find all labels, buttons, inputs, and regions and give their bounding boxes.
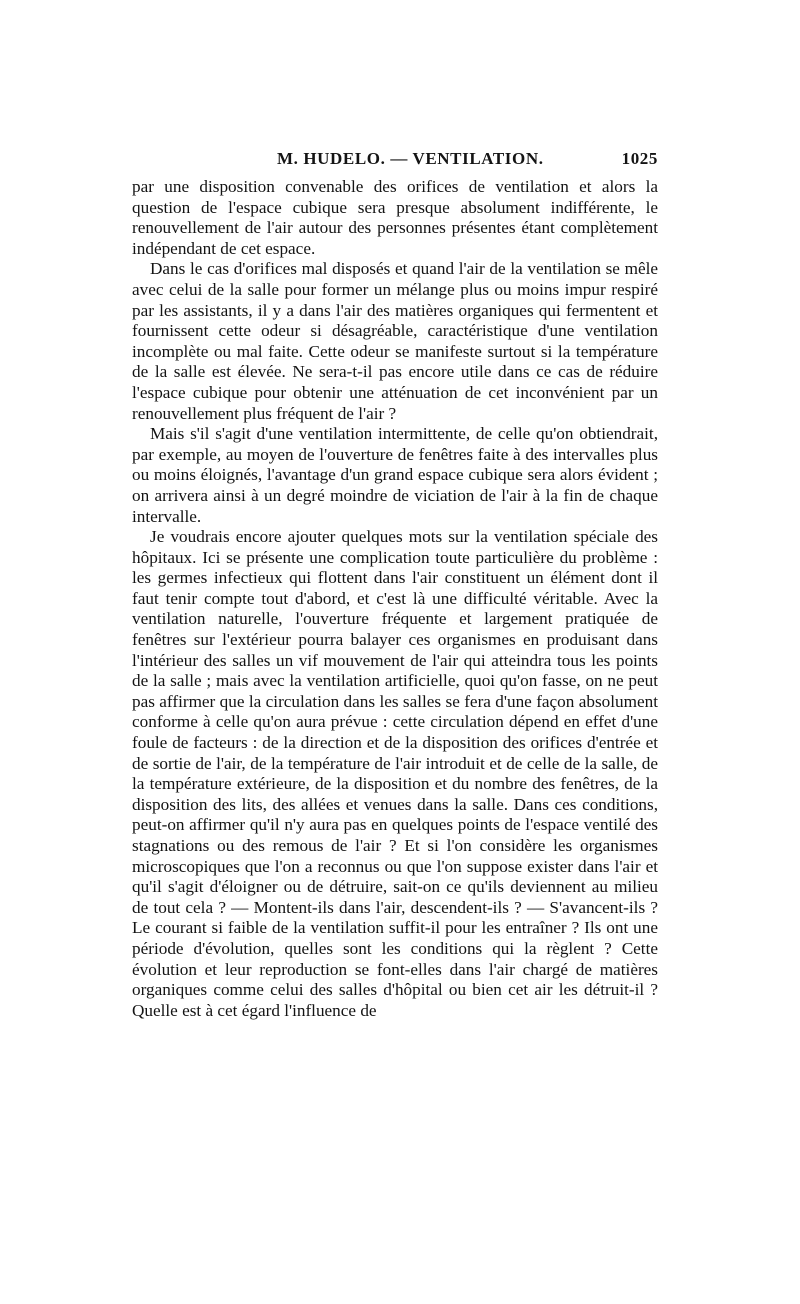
paragraph-4: Je voudrais encore ajouter quelques mots sur la ventilation spéciale des hôpitaux. Ici se présente une complication toute particulière du problème : les germes infectieux qui flottent dans l'air constituent un élément dont il faut tenir compte tout d'abord, et c'est là une difficulté véritable. Avec la ventilation naturelle, l'ouverture fréquente et largement pratiquée de fenêtres sur l'extérieur pourra balayer ces organismes en produisant dans l'intérieur des salles un vif mouvement de l'air qui atteindra tous les points de la salle ; mais avec la ventilation artificielle, quoi qu'on fasse, on ne peut pas affirmer que la circulation dans les salles se fera d'une façon absolument conforme à celle qu'on aura prévue : cette circulation dépend en effet d'une foule de facteurs : de la direction et de la disposition des orifices d'entrée et de sortie de l'air, de la température de l'air introduit et de celle de la salle, de la température extérieure, de la disposition et du nombre des fenêtres, de la disposition des lits, des allées et venues dans la salle. Dans ces conditions, peut-on affirmer qu'il n'y aura pas en quelques points de l'espace ventilé des stagnations ou des remous de l'air ? Et si l'on considère les organismes microscopiques que l'on a reconnus ou que l'on suppose exister dans l'air et qu'il s'agit d'éloigner ou de détruire, sait-on ce qu'ils deviennent au milieu de tout cela ? — Montent-ils dans l'air, descendent-ils ? — S'avancent-ils ? Le courant si faible de la ventilation suffit-il pour les entraîner ? Ils ont une période d'évolution, quelles sont les conditions qui la règlent ? Cette évolution et leur reproduction se font-elles dans l'air chargé de matières organiques comme celui des salles d'hôpital ou bien cet air les détruit-il ? Quelle est à cet égard l'influence de xyxy=(132,527,658,1020)
page-number: 1025 xyxy=(621,149,658,168)
document-page xyxy=(132,147,658,1021)
running-title: M. HUDELO. — VENTILATION. xyxy=(277,149,544,168)
body-text xyxy=(132,177,658,1021)
paragraph-1: par une disposition convenable des orifices de ventilation et alors la question de l'espace cubique sera presque absolument indifférente, le renouvellement de l'air autour des personnes présentes étant complètement indépendant de cet espace. xyxy=(132,177,658,258)
paragraph-3: Mais s'il s'agit d'une ventilation intermittente, de celle qu'on obtiendrait, par exemple, au moyen de l'ouverture de fenêtres faite à des intervalles plus ou moins éloignés, l'avantage d'un grand espace cubique sera alors évident ; on arrivera ainsi à un degré moindre de viciation de l'air à la fin de chaque intervalle. xyxy=(132,424,658,526)
paragraph-2: Dans le cas d'orifices mal disposés et quand l'air de la ventilation se mêle avec celui de la salle pour former un mélange plus ou moins impur respiré par les assistants, il y a dans l'air des matières organiques qui fermentent et fournissent cette odeur si désagréable, caractéristique d'une ventilation incomplète ou mal faite. Cette odeur se manifeste surtout si la température de la salle est élevée. Ne sera-t-il pas encore utile dans ce cas de réduire l'espace cubique pour obtenir une atténuation de cet inconvénient par un renouvellement plus fréquent de l'air ? xyxy=(132,259,658,423)
running-header xyxy=(132,147,658,177)
